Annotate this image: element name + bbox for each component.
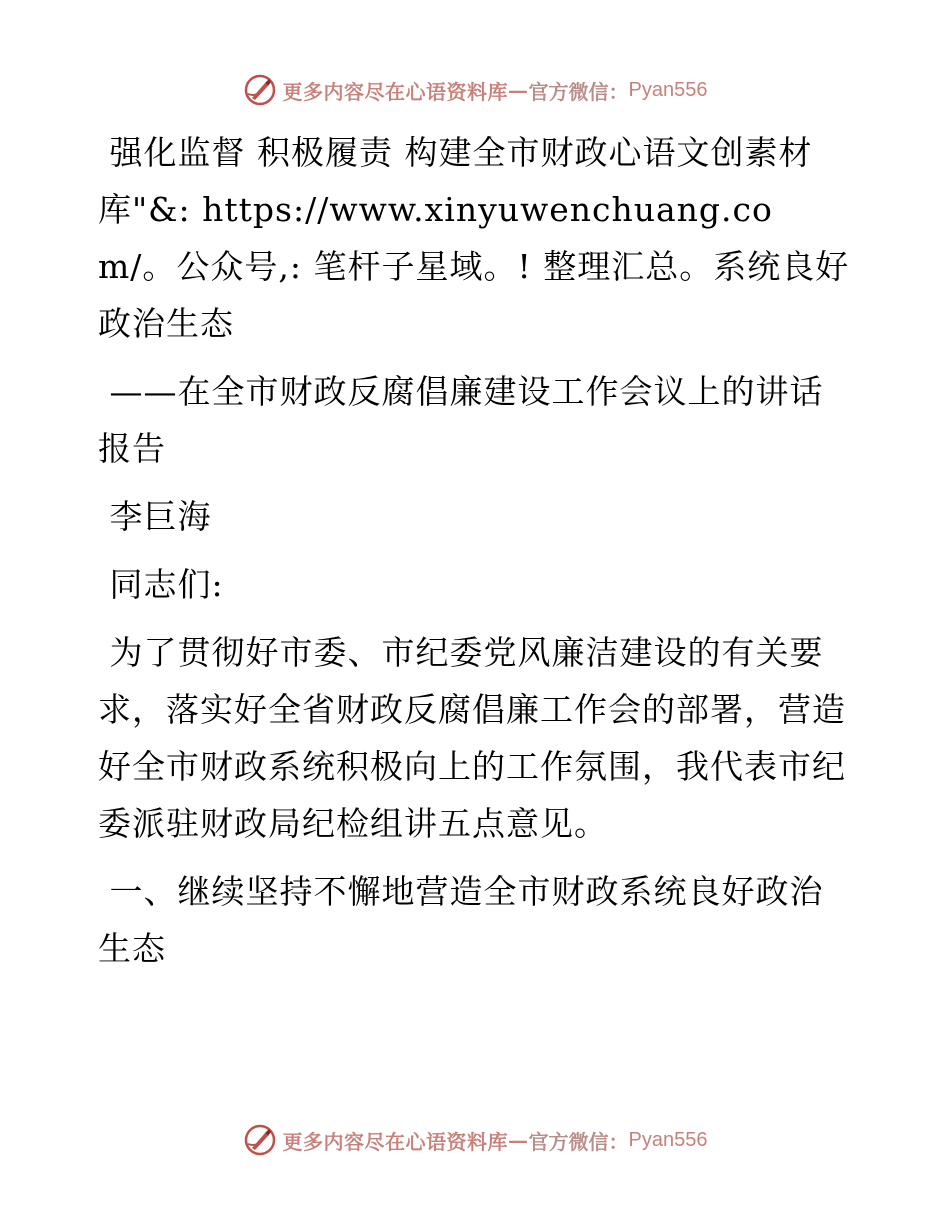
author-name: 李巨海 [98,497,212,536]
watermark-wechat-id: Pyan556 [628,78,708,101]
document-body [98,124,850,988]
document-subtitle: ——在全市财政反腐倡廉建设工作会议上的讲话报告 [98,372,824,468]
pen-logo-icon [243,73,277,107]
watermark-dash: — [508,1128,529,1152]
salutation: 同志们: [98,565,224,604]
watermark-site-text: 更多内容尽在心语资料库 [282,79,509,104]
watermark-footer [0,1120,950,1160]
section-heading: 一、继续坚持不懈地营造全市财政系统良好政治生态 [98,872,824,968]
watermark-wechat-label: 官方微信： [528,79,629,104]
document-title: 强化监督 积极履责 构建全市财政心语文创素材库"&: https://www.xinyuwenchuang.com/。公众号,: 笔杆子星域。! 整理汇总。系统良好政治生态 [98,133,850,343]
watermark-site-text: 更多内容尽在心语资料库 [282,1129,509,1154]
watermark-dash: — [508,78,529,102]
watermark-wechat-id: Pyan556 [628,1128,708,1151]
watermark-header [0,70,950,110]
pen-logo-icon [243,1123,277,1157]
body-paragraph: 为了贯彻好市委、市纪委党风廉洁建设的有关要求，落实好全省财政反腐倡廉工作会的部署，营造好全市财政系统积极向上的工作氛围，我代表市纪委派驻财政局纪检组讲五点意见。 [98,633,846,843]
watermark-wechat-label: 官方微信： [528,1129,629,1154]
